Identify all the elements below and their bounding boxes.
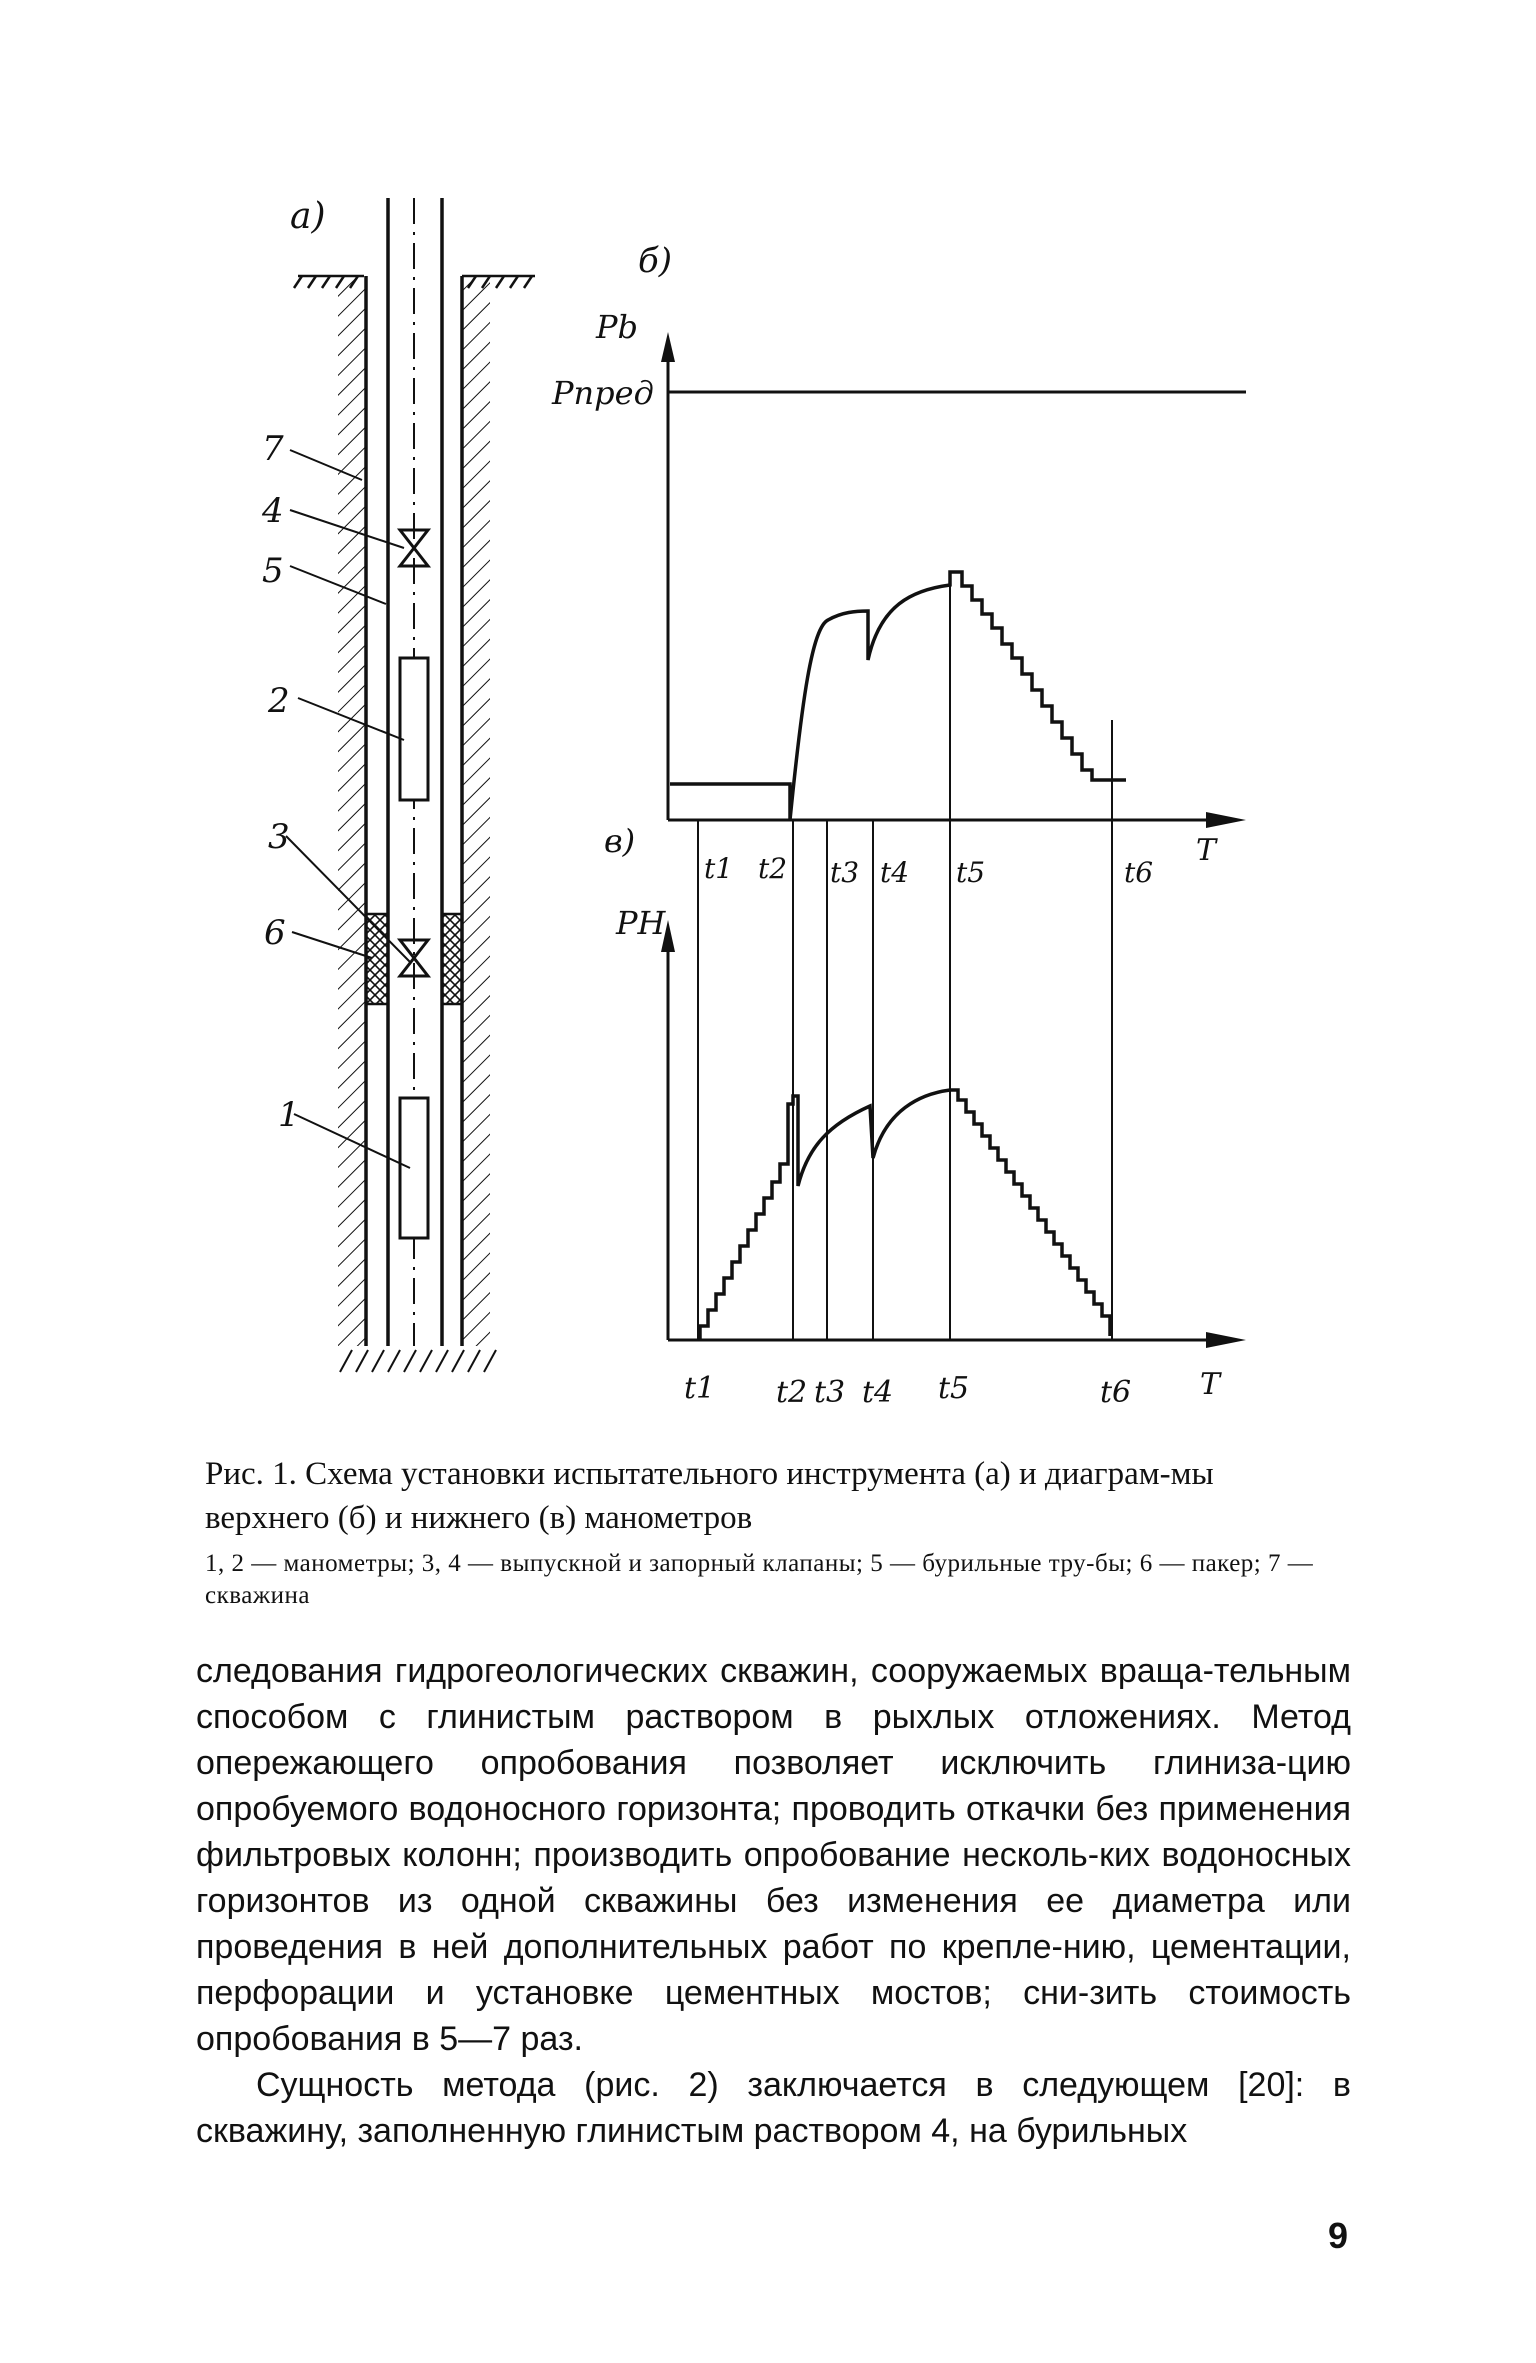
callout-2: 2 — [268, 681, 290, 721]
lower-t5: t5 — [938, 1371, 970, 1406]
lower-axis-label: PH — [616, 904, 666, 942]
upper-t5: t5 — [956, 856, 986, 889]
upper-t2: t2 — [758, 852, 788, 885]
upper-axis-label: Pb — [596, 308, 639, 346]
figure-legend: 1, 2 — манометры; 3, 4 — выпускной и запорный клапаны; 5 — бурильные тру-бы; 6 — пакер; 7 — скважина — [205, 1550, 1314, 1609]
paragraph-2: Сущность метода (рис. 2) заключается в следующем [20]: в скважину, заполненную глинистым раствором 4, на бурильных — [196, 2066, 1351, 2150]
p-limit-label: Pпред — [552, 374, 654, 412]
page-number: 9 — [1328, 2215, 1349, 2256]
figure-caption: Рис. 1. Схема установки испытательного инструмента (а) и диаграм-мы верхнего (б) и нижнего (в) манометров — [205, 1456, 1214, 1536]
upper-gauge-chart — [551, 241, 1246, 889]
upper-T: T — [1196, 833, 1217, 868]
lower-t4: t4 — [862, 1375, 894, 1410]
paragraph-1: следования гидрогеологических скважин, сооружаемых враща-тельным способом с глинистым раствором в рыхлых отложениях. Метод опережающего опробования позволяет исключить глиниза-цию опробуемого водоносного горизонта; проводить откачки без применения фильтровых колонн; производить опробование несколь-ких водоносных горизонтов из одной скважины без изменения ее диаметра или проведения в ней дополнительных работ по крепле-нию, цементации, перфорации и установке цементных мостов; сни-зить стоимость опробования в 5—7 раз. — [196, 1652, 1351, 2058]
lower-t2: t2 — [776, 1375, 808, 1410]
lower-t3: t3 — [814, 1375, 846, 1410]
lower-T: T — [1200, 1367, 1221, 1402]
callout-5: 5 — [262, 551, 284, 591]
lower-t1: t1 — [684, 1371, 716, 1406]
upper-t6: t6 — [1124, 856, 1154, 889]
well-schematic — [261, 196, 535, 1372]
callout-6: 6 — [264, 913, 286, 953]
upper-t4: t4 — [880, 856, 910, 889]
lower-gauge-chart — [604, 585, 1246, 1410]
panel-v-label: в) — [604, 822, 636, 860]
callout-7: 7 — [262, 429, 284, 469]
lower-t6: t6 — [1100, 1375, 1132, 1410]
upper-pressure-curve — [670, 572, 1126, 820]
callout-4: 4 — [262, 491, 284, 531]
lower-pressure-curve — [700, 1090, 1110, 1340]
callout-1: 1 — [278, 1095, 300, 1135]
callout-3: 3 — [268, 817, 290, 857]
body-text — [196, 1648, 1351, 2154]
upper-t1: t1 — [704, 852, 734, 885]
upper-t3: t3 — [830, 856, 860, 889]
panel-a-label: а) — [290, 196, 326, 237]
panel-b-label: б) — [638, 241, 673, 281]
